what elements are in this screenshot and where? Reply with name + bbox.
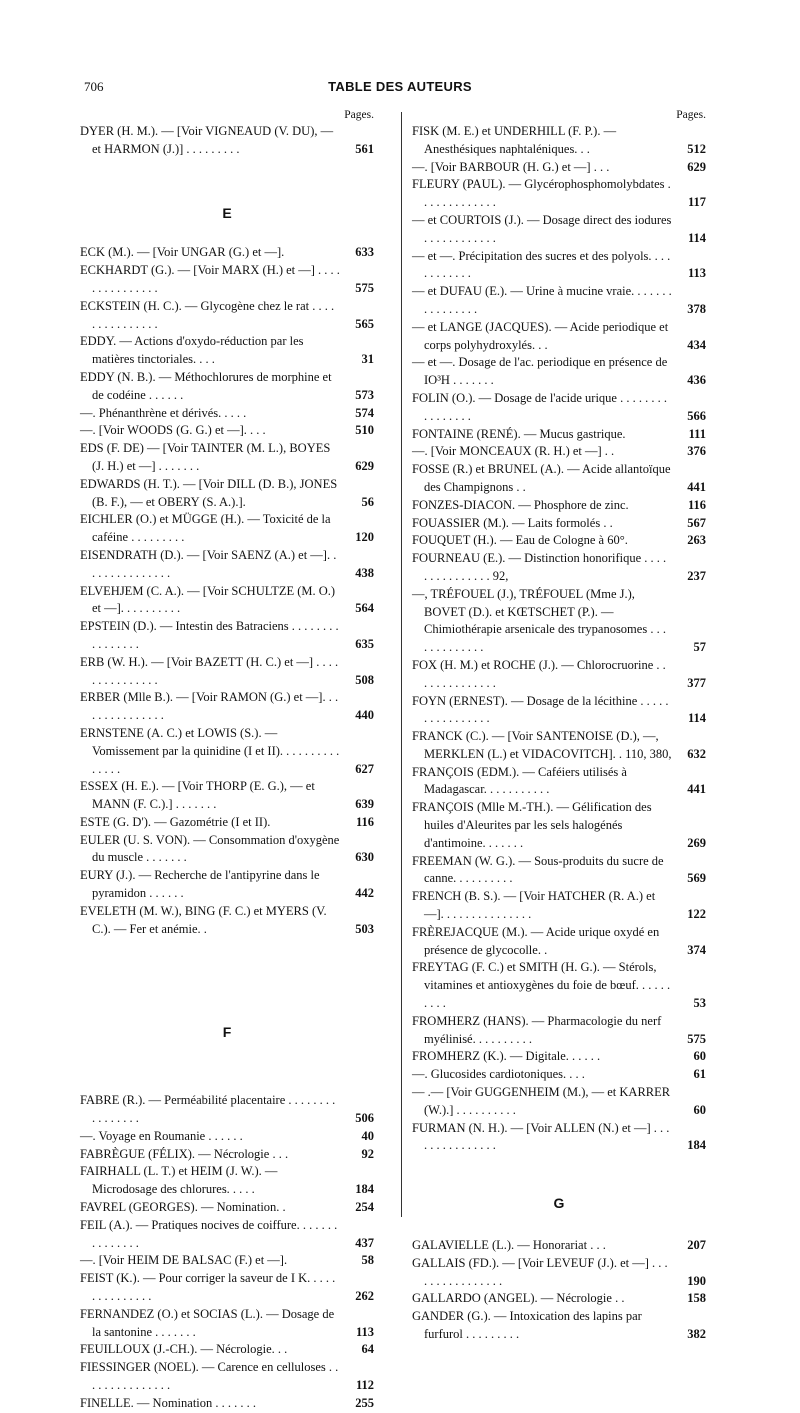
- index-entry: [80, 689, 374, 725]
- entry-text: FONTAINE (RENÉ). — Mucus gastrique.: [412, 426, 626, 441]
- entry-page: 436: [687, 373, 706, 388]
- entry-text: — .— [Voir GUGGENHEIM (M.), — et KARRER (W.).] . . . . . . . . . .: [412, 1085, 671, 1117]
- entry-page: 237: [687, 568, 706, 583]
- index-entry: [80, 1359, 374, 1395]
- index-entry: [80, 244, 374, 262]
- entry-text: —. [Voir WOODS (G. G.) et —]. . . .: [80, 423, 266, 438]
- entry-page: 377: [687, 675, 706, 690]
- entry-page: 442: [355, 886, 374, 901]
- index-entry: [80, 405, 374, 423]
- entry-page: 60: [693, 1049, 706, 1064]
- entry-text: FREEMAN (W. G.). — Sous-produits du sucre de canne. . . . . . . . . .: [412, 853, 664, 886]
- entry-text: ERBER (Mlle B.). — [Voir RAMON (G.) et —]. . . . . . . . . . . . . . .: [80, 690, 339, 723]
- index-entry: [80, 422, 374, 440]
- entry-text: FRANÇOIS (Mlle M.-TH.). — Gélification des huiles d'Aleurites par les sels halogénés d'antimoine. . . . . . .: [412, 800, 652, 850]
- index-entry: [80, 511, 374, 547]
- entry-text: ECK (M.). — [Voir UNGAR (G.) et —].: [80, 245, 285, 260]
- index-entry: [412, 1013, 706, 1049]
- index-entry: [80, 262, 374, 298]
- entry-page: 116: [687, 497, 706, 512]
- entry-page: 114: [687, 711, 706, 726]
- entry-page: 207: [687, 1238, 706, 1253]
- entry-text: FABRE (R.). — Perméabilité placentaire . . . . . . . . . . . . . . . .: [80, 1093, 336, 1126]
- entry-text: FAVREL (GEORGES). — Nomination. .: [80, 1200, 286, 1215]
- index-entry: [412, 123, 706, 159]
- index-entry: [80, 654, 374, 690]
- entry-page: 120: [355, 530, 374, 545]
- index-entry: [80, 778, 374, 814]
- entry-text: ERNSTENE (A. C.) et LOWIS (S.). — Vomissement par la quinidine (I et II). . . . . . . . . . . . . . .: [80, 725, 340, 776]
- entry-page: 564: [355, 601, 374, 616]
- entry-text: FROMHERZ (HANS). — Pharmacologie du nerf myélinisé. . . . . . . . . .: [412, 1013, 662, 1046]
- entry-text: EDDY (N. B.). — Méthochlorures de morphine et de codéine . . . . . .: [80, 369, 332, 402]
- entry-text: GALLAIS (FD.). — [Voir LEVEUF (J.). et —] . . . . . . . . . . . . . . . .: [412, 1255, 668, 1288]
- index-entry: [412, 728, 706, 764]
- index-entry: [412, 764, 706, 800]
- entry-page: 158: [687, 1291, 706, 1306]
- index-entry: [80, 1092, 374, 1128]
- entry-text: EDWARDS (H. T.). — [Voir DILL (D. B.), JONES (B. F.), — et OBERY (S. A.).].: [80, 476, 338, 509]
- entry-page: 122: [687, 907, 706, 922]
- entry-text: ERB (W. H.). — [Voir BAZETT (H. C.) et —] . . . . . . . . . . . . . . .: [80, 654, 339, 687]
- right-column: [412, 108, 706, 1344]
- entry-text: —. Voyage en Roumanie . . . . . .: [80, 1128, 243, 1143]
- index-entry: [412, 888, 706, 924]
- entry-text: EISENDRATH (D.). — [Voir SAENZ (A.) et —]. . . . . . . . . . . . . . .: [80, 547, 337, 580]
- index-entry: [80, 1199, 374, 1217]
- index-entry: [80, 1146, 374, 1164]
- entry-page: 629: [687, 159, 706, 174]
- pages-heading: Pages.: [344, 109, 374, 121]
- entry-page: 114: [687, 230, 706, 245]
- entry-text: EPSTEIN (D.). — Intestin des Batraciens . . . . . . . . . . . . . . . .: [80, 619, 339, 651]
- entry-page: 629: [355, 458, 374, 473]
- entry-text: FOUQUET (H.). — Eau de Cologne à 60°.: [412, 533, 628, 548]
- entry-text: —. [Voir BARBOUR (H. G.) et —] . . .: [412, 159, 610, 174]
- entry-text: ESTE (G. D'). — Gazométrie (I et II).: [80, 814, 271, 829]
- entry-page: 575: [687, 1031, 706, 1046]
- index-entry: [80, 1270, 374, 1306]
- index-entry: [80, 1306, 374, 1342]
- entry-page: 111: [688, 426, 706, 441]
- entry-page: 503: [355, 921, 374, 936]
- entry-text: EVELETH (M. W.), BING (F. C.) et MYERS (V. C.). — Fer et anémie. .: [80, 903, 327, 936]
- entry-text: FREYTAG (F. C.) et SMITH (H. G.). — Stérols, vitamines et antioxygènes du foie de bœuf. . . . . . . . . .: [412, 960, 671, 1011]
- index-entry: [412, 1308, 706, 1344]
- index-entry: [412, 1084, 706, 1120]
- index-entry: [412, 693, 706, 729]
- entry-page: 569: [687, 871, 706, 886]
- entry-page: 567: [687, 515, 706, 530]
- entry-page: 639: [355, 797, 374, 812]
- entry-text: ECKSTEIN (H. C.). — Glycogène chez le rat . . . . . . . . . . . . . . .: [80, 298, 335, 331]
- entry-text: FOYN (ERNEST). — Dosage de la lécithine . . . . . . . . . . . . . . . .: [412, 693, 669, 726]
- entry-text: FAIRHALL (L. T.) et HEIM (J. W.). — Microdosage des chlorures. . . . .: [80, 1164, 278, 1197]
- index-entry: [80, 1163, 374, 1199]
- entry-page: 255: [355, 1395, 374, 1410]
- entry-text: FRANÇOIS (EDM.). — Caféiers utilisés à Madagascar. . . . . . . . . . .: [412, 764, 627, 797]
- entry-page: 573: [355, 387, 374, 402]
- entry-page: 190: [687, 1273, 706, 1288]
- entry-text: FEIST (K.). — Pour corriger la saveur de I K. . . . . . . . . . . . . . .: [80, 1271, 336, 1304]
- entry-page: 633: [355, 245, 374, 260]
- entry-text: FOSSE (R.) et BRUNEL (A.). — Acide allantoïque des Champignons . .: [412, 462, 671, 494]
- entry-page: 56: [361, 494, 374, 509]
- entry-text: DYER (H. M.). — [Voir VIGNEAUD (V. DU), — et HARMON (J.)] . . . . . . . . .: [80, 124, 334, 156]
- entry-text: FLEURY (PAUL). — Glycérophosphomolybdates . . . . . . . . . . . . .: [412, 177, 671, 210]
- entry-page: 184: [687, 1138, 706, 1153]
- index-entry: [412, 426, 706, 444]
- index-entry: [80, 440, 374, 476]
- index-entry: [80, 333, 374, 369]
- entry-text: —. [Voir HEIM DE BALSAC (F.) et —].: [80, 1253, 288, 1268]
- running-title: TABLE DES AUTEURS: [328, 79, 472, 94]
- index-entry: [80, 583, 374, 619]
- entry-text: EURY (J.). — Recherche de l'antipyrine dans le pyramidon . . . . . .: [80, 868, 320, 901]
- index-entry: [80, 1217, 374, 1253]
- entry-text: FOUASSIER (M.). — Laits formolés . .: [412, 515, 613, 530]
- entry-text: FERNANDEZ (O.) et SOCIAS (L.). — Dosage de la santonine . . . . . . .: [80, 1306, 335, 1339]
- index-entry: [80, 1128, 374, 1146]
- entry-text: EDS (F. DE) — [Voir TAINTER (M. L.), BOYES (J. H.) et —] . . . . . . .: [80, 441, 331, 473]
- index-entry: [412, 853, 706, 889]
- index-entry: [412, 319, 706, 355]
- entry-text: FOLIN (O.). — Dosage de l'acide urique . . . . . . . . . . . . . . . .: [412, 390, 667, 423]
- entry-text: FONZES-DIACON. — Phosphore de zinc.: [412, 497, 629, 512]
- index-entry: [80, 867, 374, 903]
- entry-text: — et —. Précipitation des sucres et des polyols. . . . . . . . . . . .: [412, 248, 671, 281]
- entry-text: FOX (H. M.) et ROCHE (J.). — Chlorocruorine . . . . . . . . . . . . . .: [412, 657, 666, 690]
- index-entry: [412, 959, 706, 1012]
- entry-page: 31: [361, 352, 374, 367]
- entry-text: FRENCH (B. S.). — [Voir HATCHER (R. A.) et —]. . . . . . . . . . . . . . .: [412, 889, 656, 922]
- entry-page: 64: [361, 1342, 374, 1357]
- entry-text: GANDER (G.). — Intoxication des lapins par furfurol . . . . . . . . .: [412, 1309, 642, 1341]
- index-entry: [412, 1290, 706, 1308]
- entry-text: ECKHARDT (G.). — [Voir MARX (H.) et —] . . . . . . . . . . . . . . .: [80, 263, 340, 295]
- index-entry: [412, 1255, 706, 1291]
- entry-text: ELVEHJEM (C. A.). — [Voir SCHULTZE (M. O.) et —]. . . . . . . . . .: [80, 583, 336, 616]
- index-entry: [412, 924, 706, 960]
- entry-text: FABRÈGUE (FÉLIX). — Nécrologie . . .: [80, 1146, 289, 1161]
- index-entry: [80, 547, 374, 583]
- index-entry: [412, 1066, 706, 1084]
- entry-text: FISK (M. E.) et UNDERHILL (F. P.). — Anesthésiques naphtaléniques. . .: [412, 124, 617, 156]
- entry-text: EICHLER (O.) et MÜGGE (H.). — Toxicité de la caféine . . . . . . . . .: [80, 512, 331, 545]
- entry-page: 506: [355, 1111, 374, 1126]
- index-entry: [80, 1341, 374, 1359]
- entry-page: 575: [355, 280, 374, 295]
- index-entry: [80, 903, 374, 939]
- entry-page: 378: [687, 301, 706, 316]
- entry-page: 113: [687, 266, 706, 281]
- entry-text: GALLARDO (ANGEL). — Nécrologie . .: [412, 1291, 625, 1306]
- index-entry: [412, 443, 706, 461]
- section-letter: E: [222, 204, 232, 221]
- left-column: [80, 108, 374, 1413]
- index-entry: [412, 1048, 706, 1066]
- index-entry: [412, 212, 706, 248]
- index-entry: [412, 248, 706, 284]
- index-entry: [412, 586, 706, 657]
- entry-text: FURMAN (N. H.). — [Voir ALLEN (N.) et —] . . . . . . . . . . . . . . .: [412, 1120, 670, 1153]
- entry-page: 635: [355, 636, 374, 651]
- index-entry: [80, 298, 374, 334]
- entry-text: FINELLE. — Nomination . . . . . . .: [80, 1395, 257, 1410]
- entry-text: FEIL (A.). — Pratiques nocives de coiffure. . . . . . . . . . . . . . .: [80, 1217, 338, 1250]
- index-entry: [80, 832, 374, 868]
- entry-page: 574: [355, 405, 374, 420]
- index-entry: [80, 369, 374, 405]
- index-entry: [412, 1237, 706, 1255]
- entry-text: EULER (U. S. VON). — Consommation d'oxygène du muscle . . . . . . .: [80, 832, 340, 865]
- entry-page: 53: [693, 996, 706, 1011]
- index-entry: [80, 618, 374, 654]
- entry-text: —. Phénanthrène et dérivés. . . . .: [80, 405, 247, 420]
- entry-page: 512: [687, 141, 706, 156]
- entry-page: 58: [361, 1253, 374, 1268]
- entry-page: 269: [687, 835, 706, 850]
- entry-text: GALAVIELLE (L.). — Honorariat . . .: [412, 1238, 606, 1253]
- entry-page: 510: [355, 423, 374, 438]
- index-entry: [412, 283, 706, 319]
- entry-page: 382: [687, 1327, 706, 1341]
- entry-page: 440: [355, 708, 374, 723]
- entry-page: 92: [361, 1146, 374, 1161]
- entry-page: 441: [687, 479, 706, 494]
- entry-text: FIESSINGER (NOEL). — Carence en celluloses . . . . . . . . . . . . . . .: [80, 1360, 339, 1393]
- entry-page: 116: [355, 814, 374, 829]
- index-entry: [412, 532, 706, 550]
- entry-page: 60: [693, 1102, 706, 1117]
- entry-page: 434: [687, 337, 706, 352]
- entry-page: 57: [693, 640, 706, 655]
- entry-page: 376: [687, 444, 706, 459]
- entry-page: 374: [687, 942, 706, 957]
- entry-page: 40: [361, 1128, 374, 1143]
- entry-page: 61: [693, 1067, 706, 1082]
- index-entry: [80, 725, 374, 778]
- entry-page: 441: [687, 782, 706, 797]
- section-letter: F: [222, 1024, 232, 1041]
- index-entry: [412, 550, 706, 586]
- entry-text: ESSEX (H. E.). — [Voir THORP (E. G.), — et MANN (F. C.).] . . . . . . .: [80, 779, 315, 812]
- entry-page: 263: [687, 533, 706, 548]
- index-entry: [412, 799, 706, 852]
- index-entry: [412, 159, 706, 177]
- pages-heading: Pages.: [676, 109, 706, 121]
- entry-page: 437: [355, 1235, 374, 1250]
- entry-page: 113: [355, 1324, 374, 1339]
- entry-page: 254: [355, 1200, 374, 1215]
- entry-page: 627: [355, 761, 374, 776]
- index-entry: [80, 476, 374, 512]
- entry-text: EDDY. — Actions d'oxydo-réduction par les matières tinctoriales. . . .: [80, 334, 304, 367]
- entry-text: —, TRÉFOUEL (J.), TRÉFOUEL (Mme J.), BOVET (D.). et KŒTSCHET (P.). — Chimiothérapie arsenicale des trypanosomes . . . . . . . . . . . . .: [412, 586, 666, 655]
- entry-page: 112: [355, 1378, 374, 1393]
- entry-text: — et COURTOIS (J.). — Dosage direct des iodures . . . . . . . . . . . .: [412, 212, 672, 245]
- index-entry: [412, 515, 706, 533]
- entry-page: 508: [355, 672, 374, 687]
- index-entry: [412, 461, 706, 497]
- index-entry: [80, 1395, 374, 1413]
- entry-page: 566: [687, 408, 706, 423]
- index-entry: [80, 123, 374, 159]
- index-entry: [412, 390, 706, 426]
- entry-text: — et —. Dosage de l'ac. periodique en présence de IO³H . . . . . . .: [412, 355, 668, 388]
- entry-page: 184: [355, 1182, 374, 1197]
- index-entry: [80, 814, 374, 832]
- entry-text: FRANCK (C.). — [Voir SANTENOISE (D.), —, MERKLEN (L.) et VIDACOVITCH]. . 110, 380,: [412, 729, 672, 761]
- entry-text: — et LANGE (JACQUES). — Acide periodique et corps polyhydroxylés. . .: [412, 319, 669, 352]
- entry-page: 565: [355, 316, 374, 331]
- entry-text: FROMHERZ (K.). — Digitale. . . . . .: [412, 1049, 601, 1064]
- entry-page: 438: [355, 565, 374, 580]
- index-entry: [412, 176, 706, 212]
- section-letter: G: [553, 1195, 565, 1212]
- index-entry: [412, 354, 706, 390]
- entry-page: 561: [355, 141, 374, 156]
- entry-page: 630: [355, 850, 374, 865]
- index-entry: [80, 1252, 374, 1270]
- index-entry: [412, 497, 706, 515]
- entry-text: — et DUFAU (E.). — Urine à mucine vraie. . . . . . . . . . . . . . . .: [412, 284, 672, 316]
- entry-page: 632: [687, 746, 706, 761]
- entry-text: —. [Voir MONCEAUX (R. H.) et —] . .: [412, 444, 615, 459]
- entry-text: FOURNEAU (E.). — Distinction honorifique . . . . . . . . . . . . . . . 92,: [412, 551, 667, 583]
- column-divider: [401, 112, 402, 1217]
- entry-page: 117: [687, 195, 706, 210]
- index-entry: [412, 1120, 706, 1156]
- index-entry: [412, 657, 706, 693]
- entry-text: FRÈREJACQUE (M.). — Acide urique oxydé en présence de glycocolle. .: [412, 924, 660, 957]
- entry-text: —. Glucosides cardiotoniques. . . .: [412, 1067, 585, 1082]
- entry-page: 262: [355, 1289, 374, 1304]
- entry-text: FEUILLOUX (J.-CH.). — Nécrologie. . .: [80, 1342, 288, 1357]
- page-number: 706: [84, 79, 104, 94]
